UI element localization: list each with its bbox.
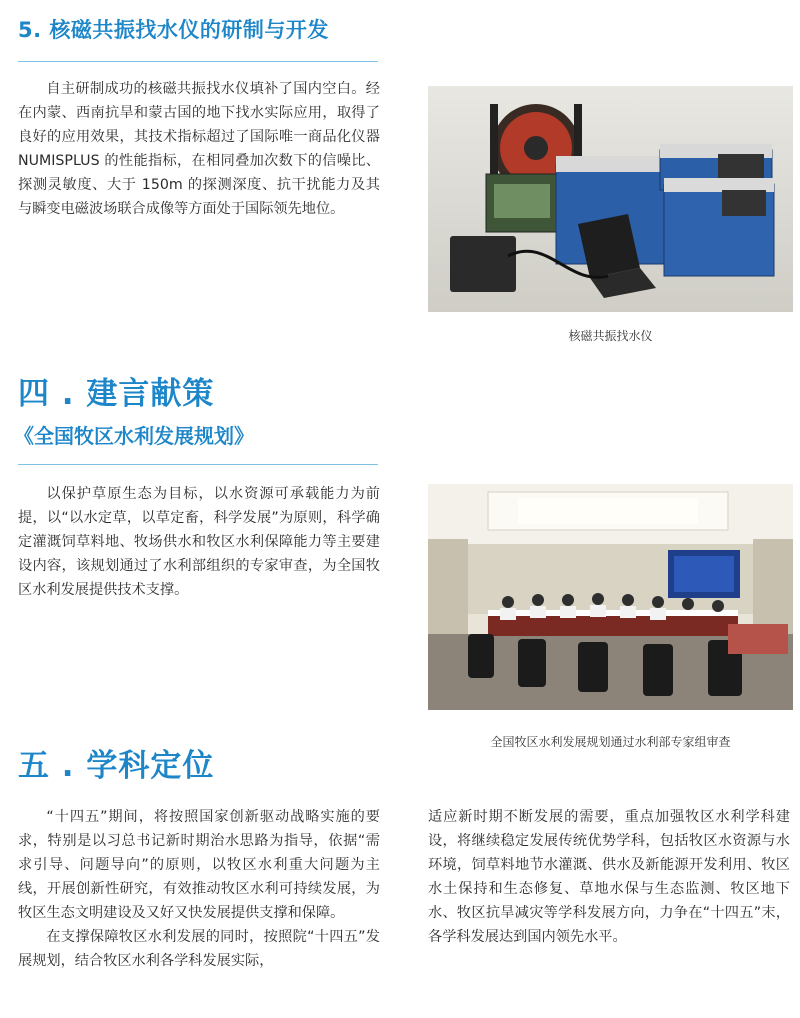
nmr-paragraph: 自主研制成功的核磁共振找水仪填补了国内空白。经在内蒙、西南抗旱和蒙古国的地下找水实际应用，取得了良好的应用效果，其技术指标超过了国际唯一商品化仪器 NUMISPLUS 的性能指标，在相同叠加次数下的信噪比、探测灵敏度、大于 150m 的探测深度、抗干扰能力及其与瞬变电磁波场联合成像等方面处于国际领先地位。	[18, 81, 380, 217]
discipline-paragraph-3: 适应新时期不断发展的需要，重点加强牧区水利学科建设，将继续稳定发展传统优势学科，包括牧区水资源与水环境，饲草料地节水灌溉、供水及新能源开发利用、牧区水土保持和生态修复、草地水保与生态监测、牧区地下水、牧区抗旱减灾等学科发展方向，力争在“十四五”末，各学科发展达到国内领先水平。	[428, 809, 790, 945]
nmr-instrument-photo	[428, 86, 793, 312]
nmr-photo-caption: 核磁共振找水仪	[568, 329, 653, 343]
meeting-photo	[428, 484, 793, 710]
discipline-column-left	[18, 805, 380, 973]
section-heading-nmr: 5. 核磁共振找水仪的研制与开发	[18, 18, 329, 42]
section-heading-discipline: 五 . 学科定位	[18, 748, 215, 784]
divider-line	[18, 464, 378, 465]
discipline-column-right	[428, 805, 790, 949]
divider-line	[18, 61, 378, 62]
plan-paragraph: 以保护草原生态为目标，以水资源可承载能力为前提，以“以水定草，以草定畜，科学发展”为原则，科学确定灌溉饲草料地、牧场供水和牧区水利保障能力等主要建设内容，该规划通过了水利部组织的专家审查，为全国牧区水利发展提供技术支撑。	[18, 486, 380, 598]
meeting-photo-caption: 全国牧区水利发展规划通过水利部专家组审查	[490, 735, 731, 749]
discipline-paragraph-1: “十四五”期间，将按照国家创新驱动战略实施的要求，特别是以习总书记新时期治水思路为指导，依据“需求引导、问题导向”的原则，以牧区水利重大问题为主线，开展创新性研究，有效推动牧区水利可持续发展，为牧区生态文明建设及又好又快发展提供支撑和保障。	[18, 809, 380, 921]
section-heading-advice: 四 . 建言献策	[18, 376, 215, 412]
discipline-paragraph-2: 在支撑保障牧区水利发展的同时，按照院“十四五”发展规划，结合牧区水利各学科发展实际，	[18, 929, 380, 969]
section-subtitle-plan: 《全国牧区水利发展规划》	[14, 424, 254, 448]
